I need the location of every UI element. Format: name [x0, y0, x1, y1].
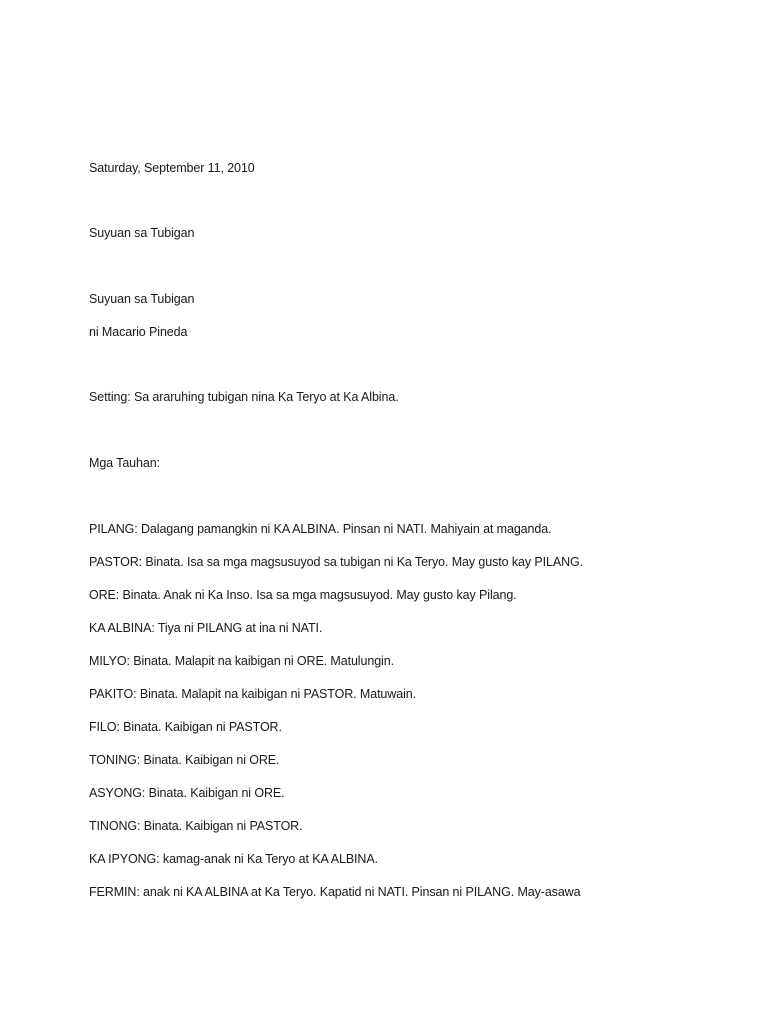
character-line-asyong: ASYONG: Binata. Kaibigan ni ORE. [89, 786, 285, 800]
author-line: ni Macario Pineda [89, 325, 188, 339]
character-line-ka-albina: KA ALBINA: Tiya ni PILANG at ina ni NATI. [89, 621, 323, 635]
post-date: Saturday, September 11, 2010 [89, 161, 255, 175]
character-line-fermin: FERMIN: anak ni KA ALBINA at Ka Teryo. Kapatid ni NATI. Pinsan ni PILANG. May-asawa [89, 885, 581, 899]
character-line-tinong: TINONG: Binata. Kaibigan ni PASTOR. [89, 819, 303, 833]
character-line-pastor: PASTOR: Binata. Isa sa mga magsusuyod sa tubigan ni Ka Teryo. May gusto kay PILANG. [89, 555, 584, 569]
character-line-pakito: PAKITO: Binata. Malapit na kaibigan ni PASTOR. Matuwain. [89, 687, 416, 701]
play-title: Suyuan sa Tubigan [89, 292, 195, 306]
character-line-toning: TONING: Binata. Kaibigan ni ORE. [89, 753, 280, 767]
character-line-ka-ipyong: KA IPYONG: kamag-anak ni Ka Teryo at KA ALBINA. [89, 852, 378, 866]
setting-line: Setting: Sa araruhing tubigan nina Ka Teryo at Ka Albina. [89, 390, 399, 404]
post-title: Suyuan sa Tubigan [89, 226, 195, 240]
character-line-milyo: MILYO: Binata. Malapit na kaibigan ni ORE. Matulungin. [89, 654, 394, 668]
characters-heading: Mga Tauhan: [89, 456, 160, 470]
character-line-pilang: PILANG: Dalagang pamangkin ni KA ALBINA. Pinsan ni NATI. Mahiyain at maganda. [89, 522, 552, 536]
character-line-filo: FILO: Binata. Kaibigan ni PASTOR. [89, 720, 282, 734]
character-line-ore: ORE: Binata. Anak ni Ka Inso. Isa sa mga magsusuyod. May gusto kay Pilang. [89, 588, 517, 602]
